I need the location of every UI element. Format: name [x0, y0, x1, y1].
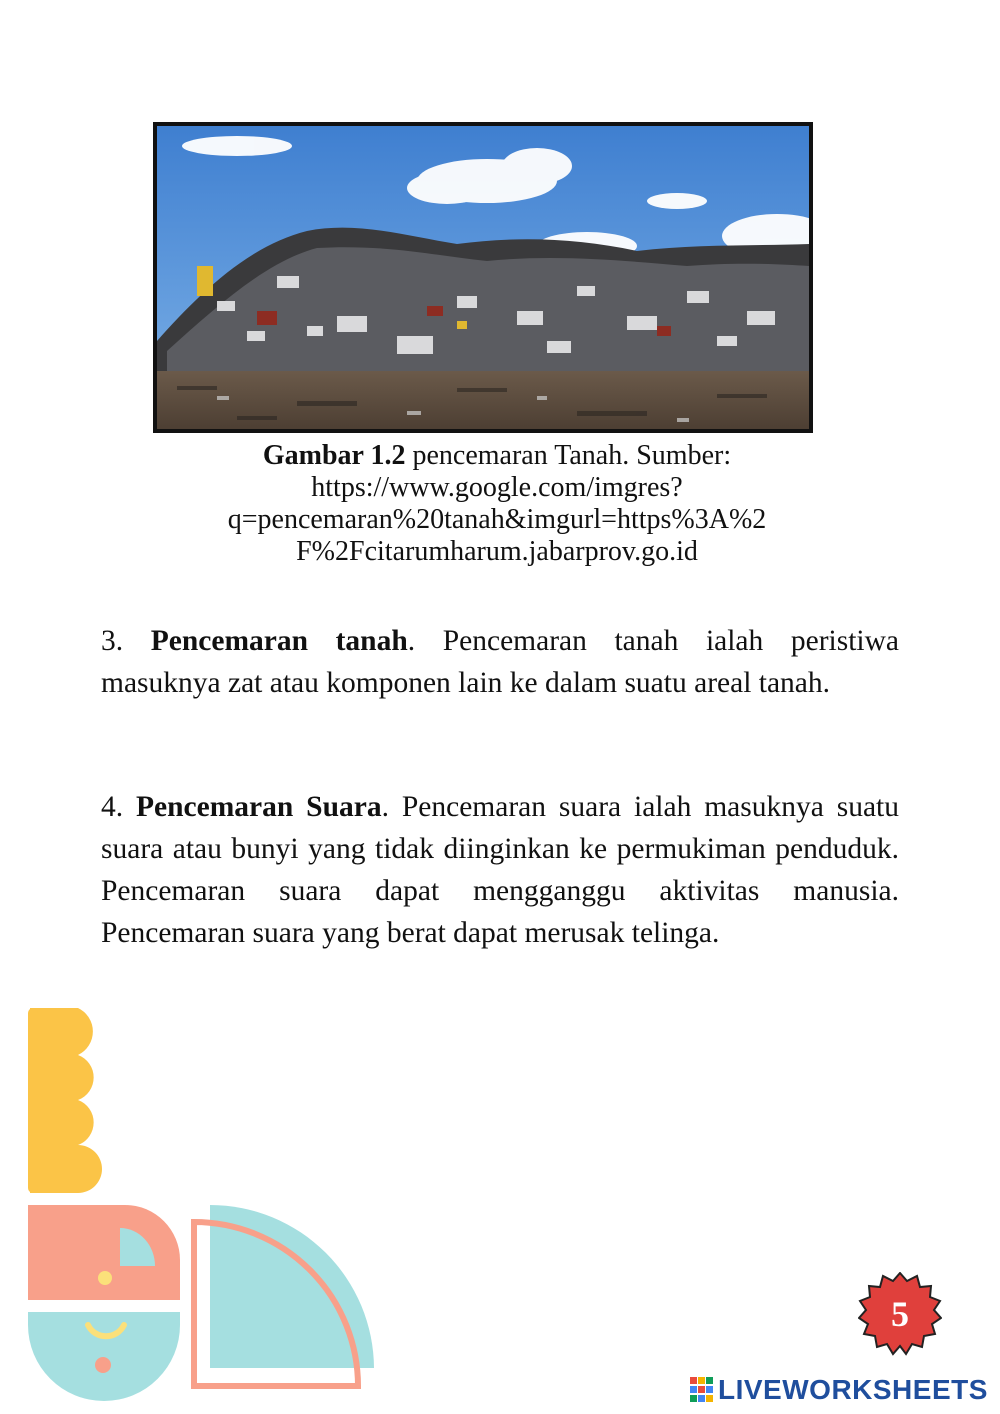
landfill-photo [153, 122, 813, 433]
paragraph-pencemaran-suara [101, 786, 899, 954]
salmon-rounded-shape [28, 1205, 180, 1300]
item-text: . Pencemaran suara ialah masuknya suatu suara atau bunyi yang tidak diinginkan ke permukiman penduduk. Pencemaran suara dapat mengganggu aktivitas manusia. Pencemaran suara yang berat dapat merusak telinga. [101, 791, 899, 949]
landfill-photo-illustration [157, 126, 809, 429]
caption-source-line-2: q=pencemaran%20tanah&imgurl=https%3A%2 [227, 504, 767, 535]
item-text: . Pencemaran tanah ialah peristiwa masuknya zat atau komponen lain ke dalam suatu areal tanah. [101, 625, 899, 699]
yellow-scallop-shape [30, 1008, 102, 1193]
page-number: 5 [891, 1294, 909, 1334]
caption-source-line-1: https://www.google.com/imgres? [311, 472, 683, 503]
paragraph-pencemaran-tanah [101, 620, 899, 704]
item-term: Pencemaran Suara [136, 791, 382, 823]
liveworksheets-brand[interactable] [690, 1374, 988, 1406]
item-term: Pencemaran tanah [150, 625, 408, 657]
caption-text: pencemaran Tanah. Sumber: [405, 440, 732, 471]
liveworksheets-logo-icon [690, 1377, 714, 1403]
item-number: 3. [101, 625, 151, 657]
caption-label: Gambar 1.2 [262, 440, 406, 471]
caption-source-line-3: F%2Fcitarumharum.jabarprov.go.id [296, 536, 698, 567]
item-number: 4. [101, 791, 137, 823]
decorative-shapes [0, 1000, 400, 1414]
figure-caption [150, 440, 844, 568]
brand-name: LIVEWORKSHEETS [718, 1374, 988, 1405]
caption-title-line [150, 440, 844, 472]
